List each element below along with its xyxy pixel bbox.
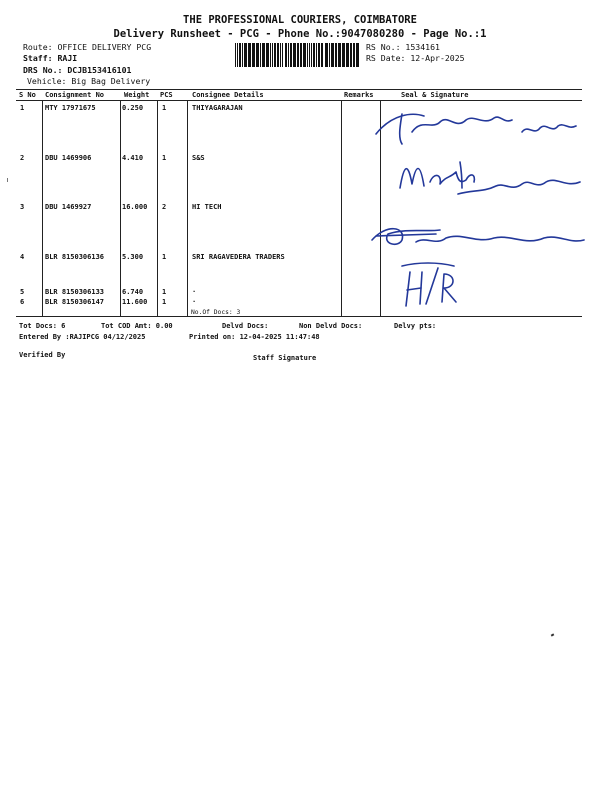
row-3-sno: 3 bbox=[20, 203, 25, 211]
barcode-bar bbox=[342, 43, 345, 67]
row-2-sno: 2 bbox=[20, 154, 25, 162]
barcode-bar bbox=[346, 43, 349, 67]
vehicle-label: Vehicle: Big Bag Delivery bbox=[27, 76, 151, 86]
row-6-consignee: . bbox=[192, 296, 197, 304]
route-label: Route: OFFICE DELIVERY PCG bbox=[23, 42, 152, 52]
signature-mahesh bbox=[396, 154, 586, 204]
barcode-bar bbox=[316, 43, 317, 67]
staff-signature-label: Staff Signature bbox=[253, 354, 317, 362]
rs-number: RS No.: 1534161 bbox=[366, 42, 440, 52]
row-1-weight: 0.250 bbox=[122, 104, 144, 112]
drs-label: DRS No.: DCJB153416101 bbox=[23, 65, 132, 75]
row-4-consignee: SRI RAGAVEDERA TRADERS bbox=[192, 253, 285, 261]
barcode-bar bbox=[318, 43, 320, 67]
signature-thiyagarajan bbox=[372, 104, 582, 148]
entered-by: Entered By :RAJIPCG 04/12/2025 bbox=[19, 333, 146, 341]
signature-hi-tech bbox=[366, 218, 588, 254]
col-sep-5 bbox=[341, 100, 342, 316]
no-of-docs: No.Of Docs: 3 bbox=[191, 309, 241, 316]
scan-speck bbox=[7, 178, 8, 182]
col-header-remarks: Remarks bbox=[344, 91, 374, 99]
delivery-points: Delvy pts: bbox=[394, 322, 437, 330]
scan-speck bbox=[551, 633, 555, 636]
row-5-weight: 6.740 bbox=[122, 288, 144, 296]
row-5-sno: 5 bbox=[20, 288, 25, 296]
row-4-sno: 4 bbox=[20, 253, 25, 261]
col-sep-4 bbox=[187, 100, 188, 316]
barcode-bar bbox=[242, 43, 243, 67]
col-header-consignment: Consignment No bbox=[45, 91, 105, 99]
barcode-bar bbox=[290, 43, 292, 67]
barcode-bar bbox=[282, 43, 283, 67]
col-sep-2 bbox=[120, 100, 121, 316]
row-4-pcs: 1 bbox=[162, 253, 167, 261]
staff-label: Staff: RAJI bbox=[23, 53, 78, 63]
table-bottom-rule bbox=[16, 316, 582, 317]
barcode-bar bbox=[353, 43, 355, 67]
row-4-consignment: BLR 8150306136 bbox=[45, 253, 105, 261]
barcode-bar bbox=[248, 43, 251, 67]
row-3-weight: 16.000 bbox=[122, 203, 148, 211]
barcode-bar bbox=[274, 43, 276, 67]
barcode-bar bbox=[239, 43, 241, 67]
total-cod-amount: Tot COD Amt: 0.00 bbox=[101, 322, 173, 330]
barcode-bar bbox=[262, 43, 265, 67]
row-2-consignment: DBU 1469906 bbox=[45, 154, 92, 162]
rs-date: RS Date: 12-Apr-2025 bbox=[366, 53, 465, 63]
verified-by-label: Verified By bbox=[19, 351, 66, 359]
barcode-bar bbox=[252, 43, 255, 67]
row-1-consignment: MTY 17971675 bbox=[45, 104, 96, 112]
table-header-top-rule bbox=[16, 89, 582, 90]
row-1-consignee: THIYAGARAJAN bbox=[192, 104, 243, 112]
barcode-bar bbox=[321, 43, 323, 67]
row-2-weight: 4.410 bbox=[122, 154, 144, 162]
row-1-sno: 1 bbox=[20, 104, 25, 112]
barcode-bar bbox=[335, 43, 337, 67]
barcode-bar bbox=[329, 43, 330, 67]
total-docs: Tot Docs: 6 bbox=[19, 322, 66, 330]
table-header-bottom-rule bbox=[16, 100, 582, 101]
non-delivered-docs: Non Delvd Docs: bbox=[299, 322, 363, 330]
row-5-pcs: 1 bbox=[162, 288, 167, 296]
col-header-weight: Weight bbox=[124, 91, 150, 99]
row-3-pcs: 2 bbox=[162, 203, 167, 211]
signature-hr bbox=[398, 258, 462, 312]
barcode-bar bbox=[235, 43, 236, 67]
col-sep-3 bbox=[157, 100, 158, 316]
barcode-bar bbox=[303, 43, 306, 67]
row-6-pcs: 1 bbox=[162, 298, 167, 306]
row-3-consignment: DBU 1469927 bbox=[45, 203, 92, 211]
row-6-consignment: BLR 8150306147 bbox=[45, 298, 105, 306]
barcode-image bbox=[235, 43, 359, 67]
barcode-bar bbox=[313, 43, 315, 67]
barcode-bar bbox=[338, 43, 341, 67]
barcode-bar bbox=[277, 43, 279, 67]
barcode-bar bbox=[256, 43, 259, 67]
barcode-bar bbox=[325, 43, 328, 67]
row-5-consignment: BLR 8150306133 bbox=[45, 288, 105, 296]
row-6-weight: 11.600 bbox=[122, 298, 148, 306]
barcode-bar bbox=[244, 43, 247, 67]
col-header-consignee: Consignee Details bbox=[192, 91, 264, 99]
barcode-bar bbox=[331, 43, 334, 67]
barcode-bar bbox=[266, 43, 269, 67]
row-2-pcs: 1 bbox=[162, 154, 167, 162]
runsheet-subtitle: Delivery Runsheet - PCG - Phone No.:9047080280 - Page No.:1 bbox=[113, 28, 487, 40]
col-header-seal-signature: Seal & Signature bbox=[401, 91, 469, 99]
row-3-consignee: HI TECH bbox=[192, 203, 222, 211]
row-4-weight: 5.300 bbox=[122, 253, 144, 261]
barcode-bar bbox=[350, 43, 352, 67]
row-1-pcs: 1 bbox=[162, 104, 167, 112]
barcode-bar bbox=[285, 43, 287, 67]
barcode-bar bbox=[300, 43, 302, 67]
row-6-sno: 6 bbox=[20, 298, 25, 306]
delivered-docs: Delvd Docs: bbox=[222, 322, 269, 330]
row-5-consignee: . bbox=[192, 286, 197, 294]
barcode-bar bbox=[280, 43, 281, 67]
barcode-bar bbox=[311, 43, 312, 67]
barcode-bar bbox=[356, 43, 359, 67]
row-2-consignee: S&S bbox=[192, 154, 205, 162]
printed-on: Printed on: 12-04-2025 11:47:48 bbox=[189, 333, 320, 341]
barcode-bar bbox=[307, 43, 308, 67]
company-title: THE PROFESSIONAL COURIERS, COIMBATORE bbox=[183, 14, 417, 26]
barcode-bar bbox=[288, 43, 289, 67]
col-sep-1 bbox=[42, 100, 43, 316]
barcode-bar bbox=[270, 43, 271, 67]
barcode-bar bbox=[260, 43, 261, 67]
barcode-bar bbox=[297, 43, 299, 67]
barcode-bar bbox=[237, 43, 238, 67]
col-header-sno: S No bbox=[19, 91, 36, 99]
barcode-bar bbox=[293, 43, 296, 67]
barcode-bar bbox=[272, 43, 273, 67]
col-header-pcs: PCS bbox=[160, 91, 173, 99]
barcode-bar bbox=[309, 43, 310, 67]
